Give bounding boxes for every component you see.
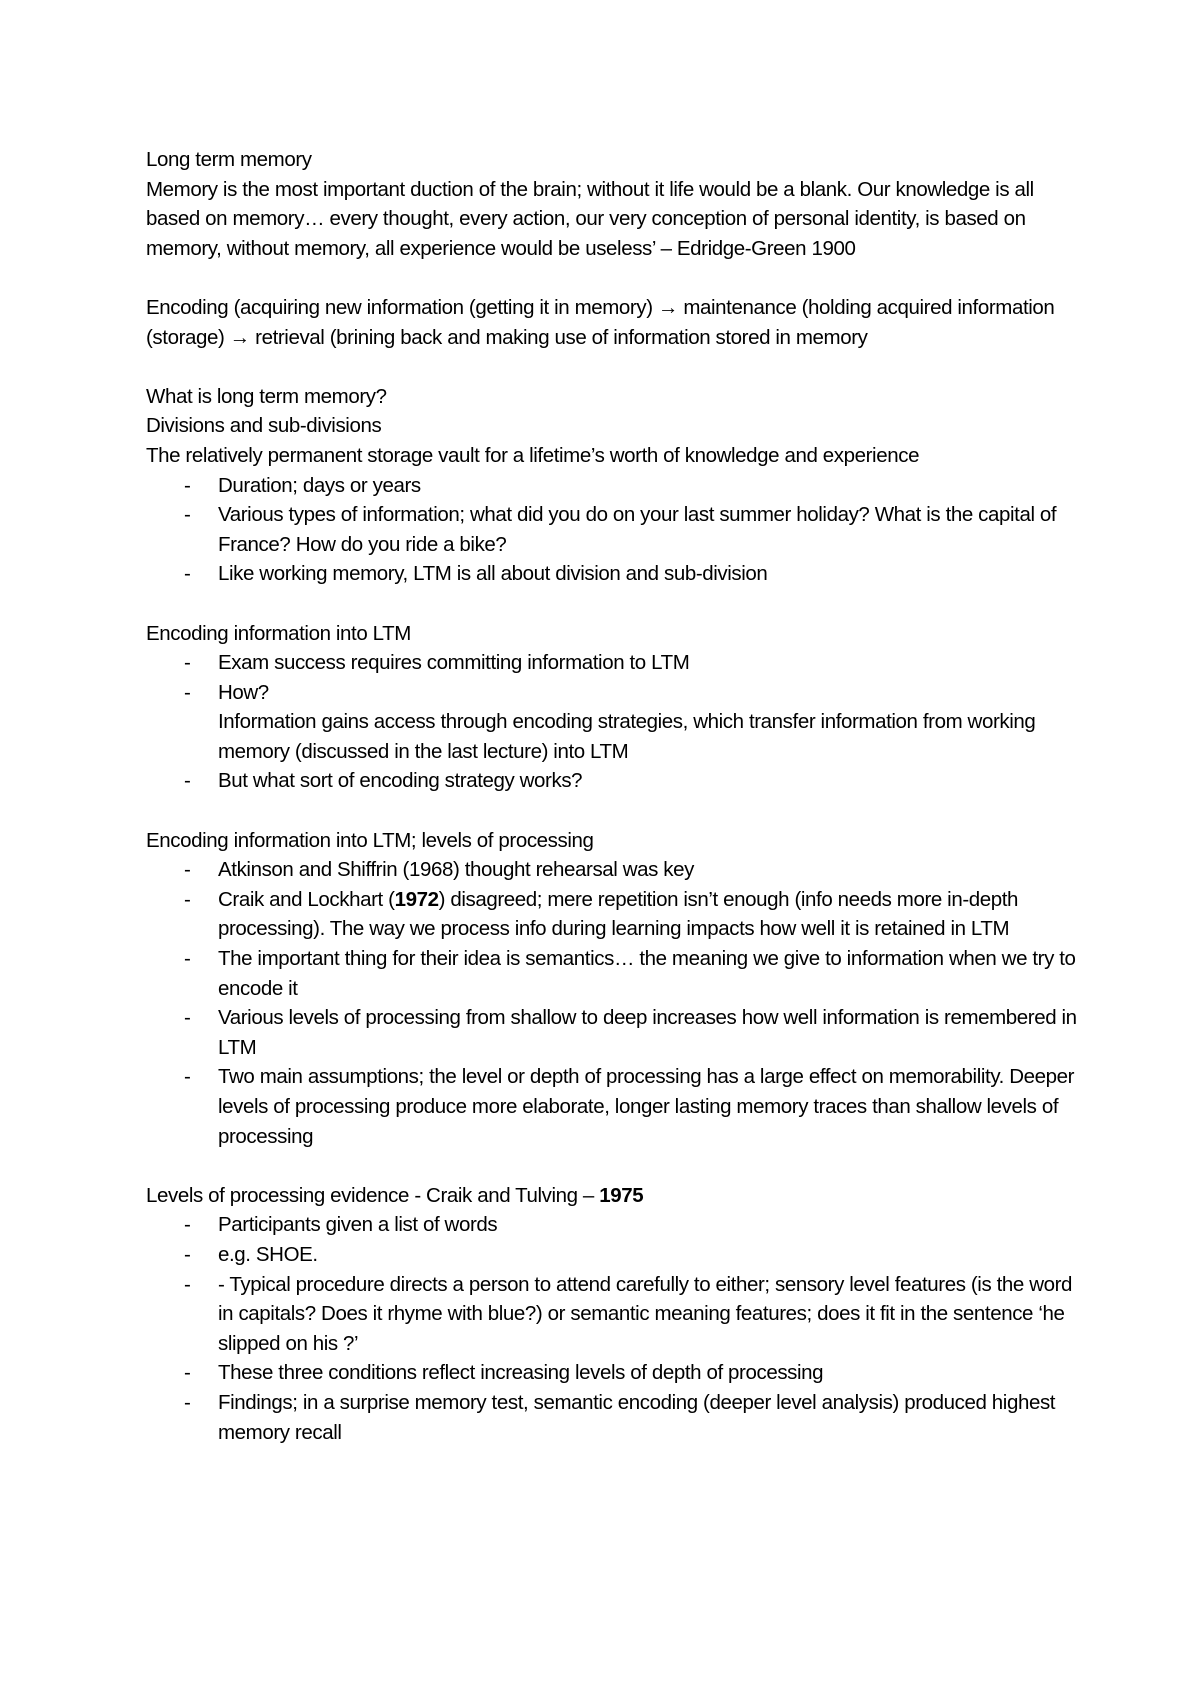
encoding-ltm-list: [146, 648, 1086, 796]
document-title: Long term memory: [146, 148, 312, 171]
section-subheading: Divisions and sub-divisions: [146, 414, 382, 438]
dash-bullet: -: [184, 1213, 191, 1237]
list-item: - Two main assumptions; the level or depth of processing has a large effect on memorability. Deeper levels of processing produce more elaborate, longer lasting memory traces than shallow levels of processing: [146, 1062, 1086, 1151]
section-heading: What is long term memory?: [146, 384, 387, 408]
arrow-icon: →: [229, 325, 250, 349]
list-item: - Participants given a list of words: [146, 1210, 1086, 1240]
dash-bullet: -: [184, 651, 191, 675]
ltm-section: [146, 382, 1086, 589]
dash-bullet: -: [184, 769, 191, 793]
list-item: - The important thing for their idea is semantics… the meaning we give to information when we try to encode it: [146, 944, 1086, 1003]
list-item: - Like working memory, LTM is all about division and sub-division: [146, 559, 1086, 589]
list-continuation: Information gains access through encoding strategies, which transfer information from working memory (discussed in the last lecture) into LTM: [218, 710, 1036, 763]
arrow-icon: →: [657, 295, 679, 319]
list-item: - Various levels of processing from shallow to deep increases how well information is remembered in LTM: [146, 1003, 1086, 1062]
list-item: - How?: [146, 678, 1086, 708]
list-item: - Exam success requires committing information to LTM: [146, 648, 1086, 678]
dash-bullet: -: [184, 1006, 191, 1030]
encoding-stage-3: retrieval (brining back and making use of information stored in memory: [249, 325, 868, 349]
dash-bullet: -: [184, 680, 191, 704]
list-item: - Duration; days or years: [146, 471, 1086, 501]
document-page: [146, 145, 1086, 1447]
list-item: - Various types of information; what did you do on your last summer holiday? What is the capital of France? How do you ride a bike?: [146, 500, 1086, 559]
encoding-ltm-section: [146, 619, 1086, 797]
list-item: - Findings; in a surprise memory test, semantic encoding (deeper level analysis) produced highest memory recall: [146, 1388, 1086, 1447]
levels-list: [146, 855, 1086, 1151]
list-item: - e.g. SHOE.: [146, 1240, 1086, 1270]
ltm-list: [146, 471, 1086, 589]
dash-bullet: -: [184, 1065, 191, 1089]
intro-section: [146, 145, 1086, 263]
dash-bullet: -: [184, 562, 191, 586]
list-item: - These three conditions reflect increasing levels of depth of processing: [146, 1358, 1086, 1388]
section-heading: Encoding information into LTM: [146, 621, 411, 645]
list-item: - Atkinson and Shiffrin (1968) thought rehearsal was key: [146, 855, 1086, 885]
dash-bullet: -: [184, 1272, 191, 1296]
list-item: - Craik and Lockhart (1972) disagreed; mere repetition isn’t enough (info needs more in-depth processing). The way we process info during learning impacts how well it is retained in LTM: [146, 885, 1086, 944]
dash-bullet: -: [184, 503, 191, 527]
encoding-stage-2: maintenance (holding acquired information (storage): [146, 295, 1055, 349]
list-item: - But what sort of encoding strategy works?: [146, 766, 1086, 796]
section-heading: Encoding information into LTM; levels of processing: [146, 828, 594, 852]
levels-section: [146, 826, 1086, 1152]
dash-bullet: -: [184, 947, 191, 971]
evidence-list: [146, 1210, 1086, 1447]
list-item: - - Typical procedure directs a person to attend carefully to either; sensory level features (is the word in capitals? Does it rhyme with blue?) or semantic meaning features; does it fit in the sentence ‘he slipped on his ?’: [146, 1270, 1086, 1359]
dash-bullet: -: [184, 858, 191, 882]
year-bold: 1972: [394, 887, 439, 911]
dash-bullet: -: [184, 1390, 191, 1414]
section-definition: The relatively permanent storage vault for a lifetime’s worth of knowledge and experience: [146, 443, 920, 467]
encoding-stage-1: Encoding (acquiring new information (getting it in memory): [146, 295, 658, 319]
intro-quote: Memory is the most important duction of the brain; without it life would be a blank. Our knowledge is all based on memory… every thought, every action, our very conception of personal identity, is based on memory, without memory, all experience would be useless’ – Edridge-Green 1900: [146, 177, 1034, 260]
dash-bullet: -: [184, 473, 191, 497]
encoding-stages-paragraph: [146, 293, 1086, 352]
evidence-section: [146, 1181, 1086, 1447]
year-bold: 1975: [599, 1183, 644, 1207]
dash-bullet: -: [184, 1361, 191, 1385]
dash-bullet: -: [184, 1242, 191, 1266]
dash-bullet: -: [184, 887, 191, 911]
section-heading: Levels of processing evidence - Craik and Tulving – 1975: [146, 1183, 644, 1207]
